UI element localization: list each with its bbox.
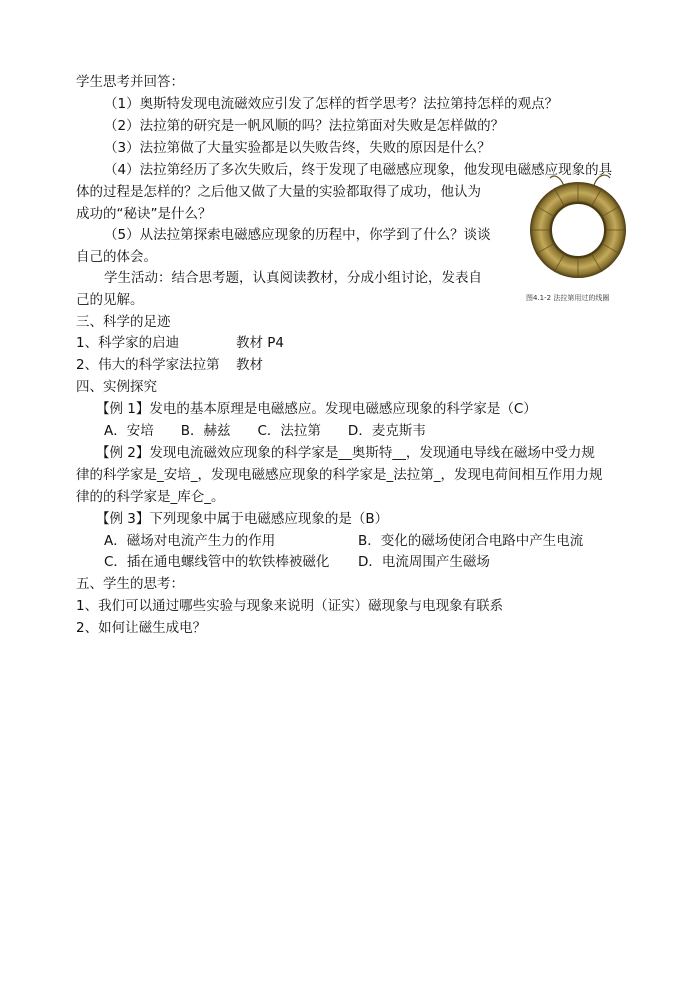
example-3-option-c: C．插在通电螺线管中的软铁棒被磁化 [104, 554, 330, 570]
question-1: （1）奥斯特发现电流磁效应引发了怎样的哲学思考？法拉第持怎样的观点？ [104, 96, 559, 112]
section-3-heading: 三、科学的足迹 [76, 314, 171, 330]
section-3-item-1-ref: 教材 P4 [236, 335, 285, 351]
section-3-item-2: 2、伟大的科学家法拉第 [76, 357, 220, 373]
question-2: （2）法拉第的研究是一帆风顺的吗？法拉第面对失败是怎样做的？ [104, 118, 505, 134]
question-4-line-2: 体的过程是怎样的？之后他又做了大量的实验都取得了成功，他认为 [76, 184, 481, 200]
faraday-coil-image [524, 164, 632, 302]
question-4-line-1: （4）法拉第经历了多次失败后，终于发现了电磁感应现象，他发现电磁感应现象的具 [104, 162, 613, 178]
heading-student-think: 学生思考并回答： [76, 74, 184, 90]
section-3-item-1: 1、科学家的启迪 [76, 335, 180, 351]
section-4-heading: 四、实例探究 [76, 379, 157, 395]
example-1-question: 【例 1】发电的基本原理是电磁感应。发现电磁感应现象的科学家是（C） [96, 401, 537, 417]
example-2-line-3: 律的的科学家是_库仑_。 [76, 489, 225, 505]
example-3-option-d: D．电流周围产生磁场 [358, 554, 490, 570]
section-5-heading: 五、学生的思考： [76, 576, 184, 592]
question-3: （3）法拉第做了大量实验都是以失败告终，失败的原因是什么？ [104, 140, 491, 156]
student-activity-line-1: 学生活动：结合思考题，认真阅读教材，分成小组讨论，发表自 [104, 270, 482, 286]
example-2-line-1: 【例 2】发现电流磁效应现象的科学家是__奥斯特__，发现通电导线在磁场中受力规 [96, 445, 595, 461]
example-2-line-2: 律的科学家是_安培_，发现电磁感应现象的科学家是_法拉第_，发现电荷间相互作用力规 [76, 467, 603, 483]
example-1-options: A．安培 B．赫兹 C．法拉第 D．麦克斯韦 [104, 423, 426, 439]
example-3-question: 【例 3】下列现象中属于电磁感应现象的是（B） [96, 511, 389, 527]
student-activity-line-2: 己的见解。 [76, 292, 144, 308]
section-5-item-1: 1、我们可以通过哪些实验与现象来说明（证实）磁现象与电现象有联系 [76, 598, 504, 614]
example-3-option-a: A．磁场对电流产生力的作用 [104, 533, 276, 549]
section-5-item-2: 2、如何让磁生成电？ [76, 620, 207, 636]
question-5-line-2: 自己的体会。 [76, 249, 157, 265]
example-3-option-b: B．变化的磁场使闭合电路中产生电流 [358, 533, 584, 549]
section-3-item-2-ref: 教材 [236, 357, 263, 373]
question-4-line-3: 成功的“秘诀”是什么？ [76, 206, 212, 222]
figure-caption: 图4.1-2 法拉第用过的线圈 [526, 294, 610, 302]
question-5-line-1: （5）从法拉第探索电磁感应现象的历程中，你学到了什么？谈谈 [104, 227, 491, 243]
